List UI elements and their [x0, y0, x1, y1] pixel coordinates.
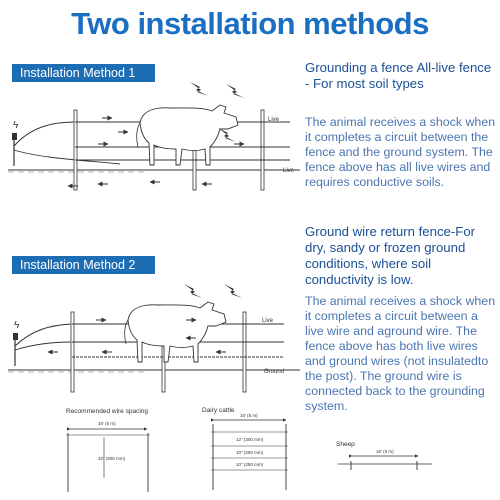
dairy-title: Dairy cattle — [202, 407, 235, 414]
energizer-1 — [12, 133, 17, 140]
cow-2 — [125, 302, 226, 362]
sheep-diagram — [336, 441, 432, 470]
method-1-heading: Grounding a fence All-live fence - For most soil types — [305, 60, 492, 91]
shock-bolt-icon — [190, 82, 208, 96]
method-1-description: The animal receives a shock when it completes a circuit between the fence and the ground system. The fence above has all live wires and requires conductive soils. — [305, 115, 496, 189]
method-2-description: The animal receives a shock when it completes a circuit between a live wire and aground wire. The fence above has both live wires and ground wires (not insulatedto the post). The ground wire is connected back to the grounding system. — [305, 294, 496, 413]
dairy-gap-1: 12" (300 mm) — [236, 437, 264, 442]
recommended-spacing-diagram — [66, 408, 150, 492]
shock-bolt-icon — [184, 284, 202, 298]
dairy-gap-2: 10" (250 mm) — [236, 450, 264, 455]
recommended-height: 32" (800 mm) — [98, 456, 126, 461]
method-1-diagram — [8, 82, 300, 190]
cow-1 — [137, 105, 238, 165]
energizer-bolt-icon: ϟ — [13, 120, 19, 131]
shock-bolt-icon — [218, 128, 236, 142]
live-label: Live — [262, 318, 274, 324]
energizer-2 — [13, 333, 18, 340]
dairy-width: 16' (5 m) — [240, 413, 258, 418]
sheep-width: 16' (5 m) — [376, 449, 394, 454]
sheep-title: Sheep — [336, 441, 355, 448]
dairy-gap-3: 10" (250 mm) — [236, 462, 264, 467]
method-2-diagram — [8, 284, 300, 392]
dairy-cattle-diagram — [202, 407, 288, 490]
recommended-width: 16' (5 m) — [98, 421, 116, 426]
ground-label: Ground — [264, 369, 285, 375]
method-2-heading: Ground wire return fence-For dry, sandy or frozen ground conditions, where soil conductivity is low. — [305, 224, 476, 287]
page-title: Two installation methods — [71, 6, 429, 41]
live-label-2: Live — [283, 168, 295, 174]
recommended-title: Recommended wire spacing — [66, 408, 149, 415]
method-2-badge: Installation Method 2 — [12, 256, 155, 274]
shock-bolt-icon — [224, 284, 242, 298]
energizer-bolt-icon: ϟ — [14, 320, 20, 331]
shock-bolt-icon — [226, 84, 244, 98]
method-1-badge: Installation Method 1 — [12, 64, 155, 82]
live-label-1: Live — [268, 117, 280, 123]
